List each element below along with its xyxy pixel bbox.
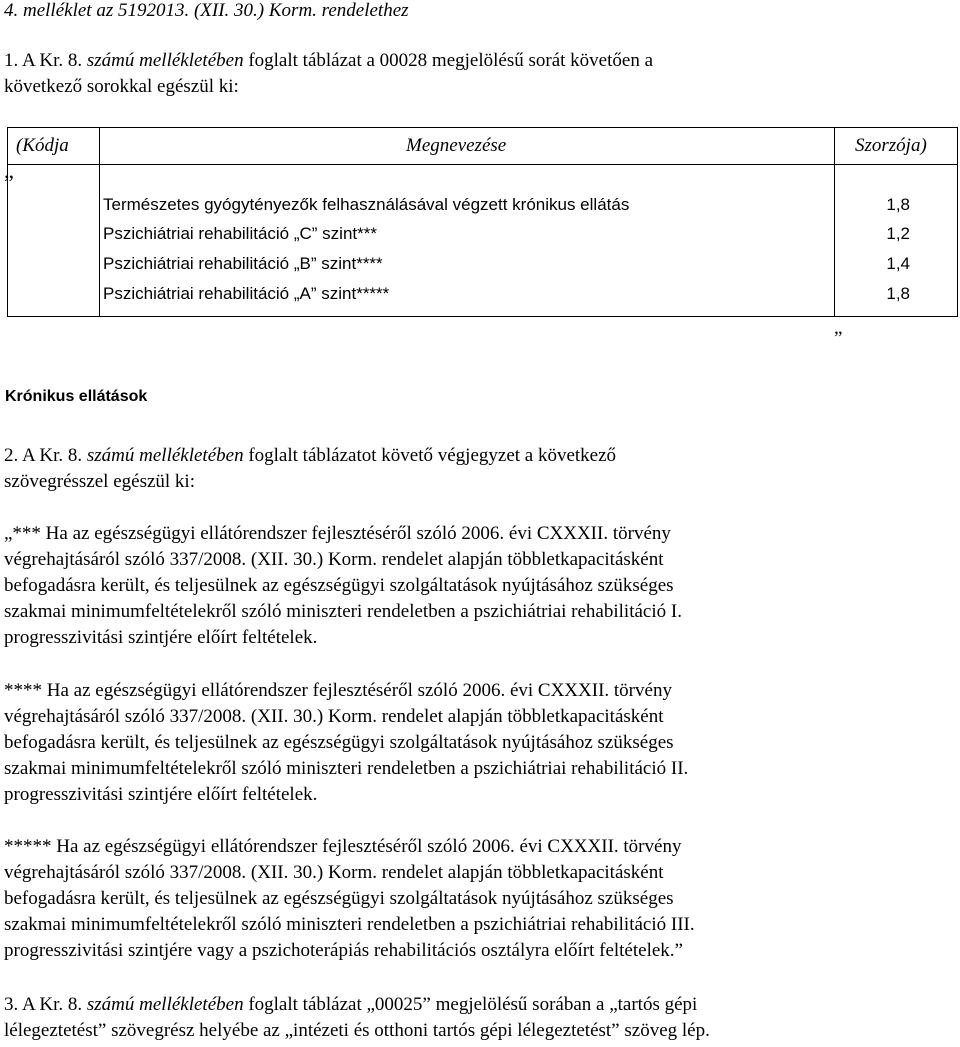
intro-line2: következő sorokkal egészül ki: [4, 76, 239, 97]
table-row: Természetes gyógytényezők felhasználásával végzett krónikus ellátás [103, 195, 630, 214]
footnote-line: szakmai minimumfeltételekről szóló miniszteri rendeletben a pszichiátriai rehabilitáció I. [4, 601, 682, 622]
footnote-line: ***** Ha az egészségügyi ellátórendszer fejlesztéséről szóló 2006. évi CXXXII. törvény [4, 836, 682, 857]
section2-italic: számú mellékletében [86, 445, 244, 466]
table-close-quote: ” [834, 328, 843, 349]
footnote-line: progresszivitási szintjére vagy a pszichoterápiás rehabilitációs osztályra előírt feltételek.” [4, 940, 683, 961]
table-row-value: 1,2 [886, 224, 910, 243]
table-row-value: 1,8 [886, 195, 910, 214]
table-row-value: 1,8 [886, 284, 910, 303]
amendment-table [4, 127, 958, 317]
table-divider-right [834, 128, 835, 316]
header-code: (Kódja [16, 135, 69, 156]
footnote-line: végrehajtásáról szóló 337/2008. (XII. 30.) Korm. rendelet alapján többletkapacitásként [4, 706, 664, 727]
section3-rest: foglalt táblázat „00025” megjelölésű sorában a „tartós gépi [243, 994, 698, 1015]
subheading: Krónikus ellátások [5, 388, 148, 405]
footnote-line: befogadásra került, és teljesülnek az egészségügyi szolgáltatások nyújtásához szükséges [4, 888, 674, 909]
section3-italic: számú mellékletében [86, 994, 244, 1015]
section-2 [4, 443, 952, 495]
section2-line2: szövegrésszel egészül ki: [4, 471, 195, 492]
footnote-line: „*** Ha az egészségügyi ellátórendszer fejlesztéséről szóló 2006. évi CXXXII. törvény [4, 523, 671, 544]
page-heading: 4. melléklet az 5192013. (XII. 30.) Korm. rendelethez [4, 0, 409, 21]
footnote-line: befogadásra került, és teljesülnek az egészségügyi szolgáltatások nyújtásához szükséges [4, 575, 674, 596]
table-open-quote: „ [4, 158, 14, 183]
section3-line2: lélegeztetést” szövegrész helyébe az „intézeti és otthoni tartós gépi lélegeztetést” szöveg lép. [4, 1020, 710, 1041]
footnote-line: szakmai minimumfeltételekről szóló miniszteri rendeletben a pszichiátriai rehabilitáció II. [4, 758, 689, 779]
header-name: Megnevezése [406, 135, 507, 156]
table-row: Pszichiátriai rehabilitáció „C” szint*** [103, 224, 377, 243]
footnote-b [4, 678, 952, 808]
intro-italic: számú mellékletében [86, 50, 244, 71]
footnote-c [4, 521, 952, 651]
header-multiplier: Szorzója) [855, 135, 927, 156]
table-row: Pszichiátriai rehabilitáció „B” szint**** [103, 254, 383, 273]
intro-rest: foglalt táblázat a 00028 megjelölésű sorát követően a [243, 50, 653, 71]
table-divider-left [99, 128, 100, 316]
footnote-line: végrehajtásáról szóló 337/2008. (XII. 30.) Korm. rendelet alapján többletkapacitásként [4, 549, 664, 570]
footnote-line: befogadásra került, és teljesülnek az egészségügyi szolgáltatások nyújtásához szükséges [4, 732, 674, 753]
footnote-line: **** Ha az egészségügyi ellátórendszer fejlesztéséről szóló 2006. évi CXXXII. törvény [4, 680, 672, 701]
table-row: Pszichiátriai rehabilitáció „A” szint***** [103, 284, 390, 303]
footnote-line: progresszivitási szintjére előírt feltételek. [4, 627, 318, 648]
table-row-value: 1,4 [886, 254, 910, 273]
footnote-line: progresszivitási szintjére előírt feltételek. [4, 784, 318, 805]
section-3 [4, 992, 952, 1044]
footnote-a [4, 834, 952, 964]
section3-prefix: 3. A Kr. 8. [4, 994, 87, 1015]
intro-prefix: 1. A Kr. 8. [4, 50, 87, 71]
section2-prefix: 2. A Kr. 8. [4, 445, 87, 466]
footnote-line: végrehajtásáról szóló 337/2008. (XII. 30.) Korm. rendelet alapján többletkapacitásként [4, 862, 664, 883]
footnote-line: szakmai minimumfeltételekről szóló miniszteri rendeletben a pszichiátriai rehabilitáció III. [4, 914, 695, 935]
section2-rest: foglalt táblázatot követő végjegyzet a következő [243, 445, 617, 466]
intro-paragraph [4, 48, 952, 100]
